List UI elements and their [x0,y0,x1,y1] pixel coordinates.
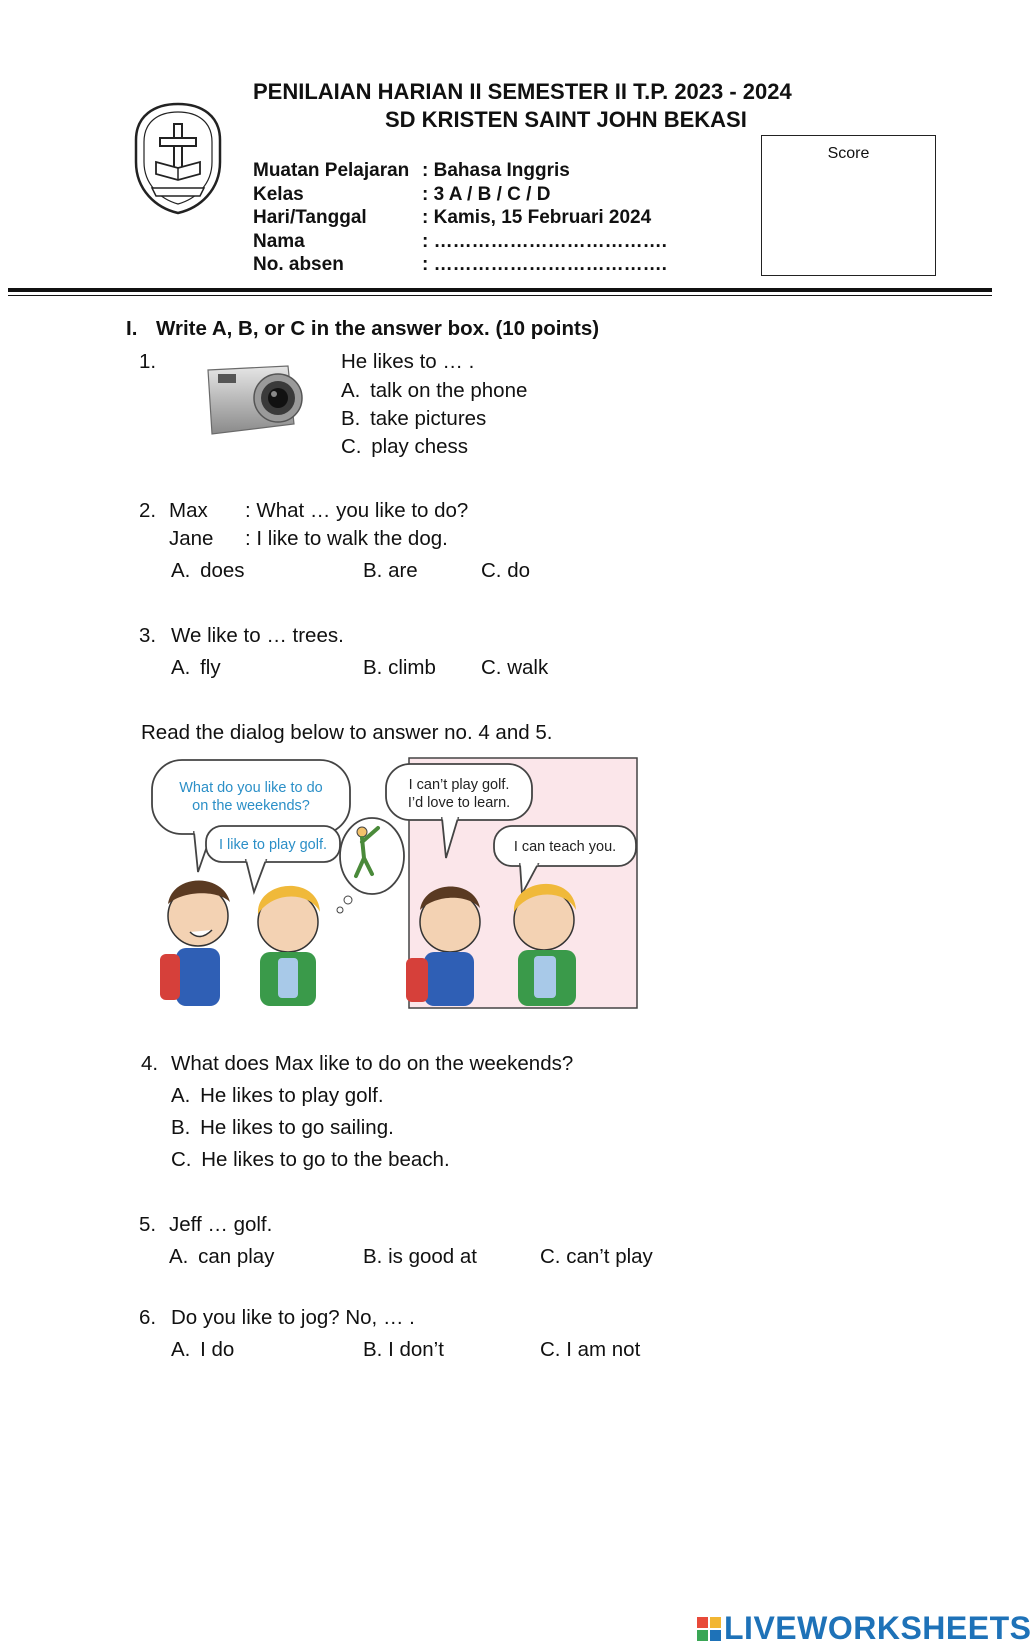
q6-option-c[interactable] [540,1338,640,1362]
option-letter: A. [171,559,191,582]
field-value-date: : Kamis, 15 Februari 2024 [422,207,652,228]
q3-option-b[interactable] [363,656,436,680]
option-letter: B. [341,407,361,430]
option-letter: B. [171,1116,191,1139]
boy-max-left [160,880,230,1006]
camera-image [204,360,308,440]
q5-stem: Jeff … golf. [169,1213,273,1236]
q4-stem: What does Max like to do on the weekends? [171,1052,574,1075]
option-text: fly [200,656,221,679]
q1-option-a[interactable] [341,379,527,403]
field-label-date: Hari/Tanggal [253,207,367,228]
option-text: do [507,559,531,582]
field-value-class: : 3 A / B / C / D [422,183,551,205]
q4-option-b[interactable] [171,1116,394,1140]
option-letter: B. [363,1338,383,1361]
option-text: does [200,559,245,582]
option-text: take pictures [370,407,487,430]
liveworksheets-logo-icon [697,1617,721,1641]
q4-option-a[interactable] [171,1084,384,1108]
bubble2-text: I like to play golf. [219,837,327,853]
field-value-absen[interactable]: : ………………………………. [422,254,667,275]
header-divider-thin [8,295,992,296]
liveworksheets-brand[interactable]: LIVEWORKSHEETS [724,1610,1031,1646]
section-numeral: I. [126,317,138,340]
option-letter: A. [171,1338,191,1361]
option-text: play chess [371,435,469,458]
option-letter: C. [481,656,502,679]
option-text: I do [200,1338,235,1361]
q6-number: 6. [139,1306,157,1329]
q5-option-c[interactable] [540,1245,653,1269]
option-text: climb [388,656,436,679]
option-text: I am not [566,1338,641,1361]
field-label-name: Nama [253,230,305,252]
option-text: is good at [388,1245,477,1268]
q1-option-c[interactable] [341,435,468,459]
field-label-class: Kelas [253,183,304,205]
option-letter: A. [171,656,191,679]
option-letter: A. [171,1084,191,1107]
score-box[interactable] [761,135,936,276]
option-letter: C. [540,1245,561,1268]
boy-jeff-left [258,886,320,1006]
q2-speaker-jane: Jane [169,527,214,550]
option-text: He likes to go sailing. [200,1116,394,1139]
exam-title: PENILAIAN HARIAN II SEMESTER II T.P. 2023 - 2024 [253,79,792,104]
q1-number: 1. [139,350,157,373]
q2-line-max: : What … you like to do? [245,499,469,522]
speech-bubble-2 [206,826,340,892]
school-name: SD KRISTEN SAINT JOHN BEKASI [385,107,747,132]
option-letter: B. [363,656,383,679]
q2-line-jane: : I like to walk the dog. [245,527,448,550]
header-divider [8,288,992,292]
q1-stem: He likes to … . [341,350,475,373]
q3-option-c[interactable] [481,656,548,680]
field-label-absen: No. absen [253,254,344,275]
thought-bubble-golfer [337,818,404,913]
bubble1-line1: What do you like to do [179,780,323,796]
option-text: He likes to go to the beach. [201,1148,450,1171]
bubble3-line1: I can’t play golf. [408,777,510,793]
dialog-intro: Read the dialog below to answer no. 4 and 5. [141,721,553,744]
q3-number: 3. [139,624,157,647]
q4-option-c[interactable] [171,1148,450,1172]
field-label-subject: Muatan Pelajaran [253,160,410,181]
q2-speaker-max: Max [169,499,208,522]
q3-stem: We like to … trees. [171,624,344,647]
comic-illustration [150,754,640,1016]
option-text: I don’t [388,1338,444,1361]
bubble1-line2: on the weekends? [192,798,310,814]
option-text: talk on the phone [370,379,528,402]
section-instruction: Write A, B, or C in the answer box. (10 points) [156,317,600,340]
q5-number: 5. [139,1213,157,1236]
q3-option-a[interactable] [171,656,221,680]
q6-option-b[interactable] [363,1338,444,1362]
option-letter: A. [169,1245,189,1268]
option-letter: C. [540,1338,561,1361]
q6-stem: Do you like to jog? No, … . [171,1306,415,1329]
school-logo [132,100,224,216]
q2-option-c[interactable] [481,559,530,583]
option-text: can play [198,1245,275,1268]
option-text: are [388,559,418,582]
info-fields [253,160,667,278]
q2-option-a[interactable] [171,559,245,583]
q2-number: 2. [139,499,157,522]
option-letter: B. [363,1245,383,1268]
option-text: can’t play [566,1245,653,1268]
bubble4-text: I can teach you. [513,839,617,855]
option-letter: A. [341,379,361,402]
q4-number: 4. [141,1052,159,1075]
field-value-subject: : Bahasa Inggris [422,160,570,181]
option-letter: C. [341,435,362,458]
option-text: He likes to play golf. [200,1084,384,1107]
bubble3-line2: I’d love to learn. [407,795,511,811]
q5-option-b[interactable] [363,1245,477,1269]
option-letter: B. [363,559,383,582]
option-text: walk [507,656,549,679]
option-letter: C. [171,1148,192,1171]
q2-option-b[interactable] [363,559,418,583]
q1-option-b[interactable] [341,407,486,431]
q6-option-a[interactable] [171,1338,234,1362]
field-value-name[interactable]: : ………………………………. [422,230,667,252]
q5-option-a[interactable] [169,1245,274,1269]
score-label: Score [827,145,870,162]
option-letter: C. [481,559,502,582]
